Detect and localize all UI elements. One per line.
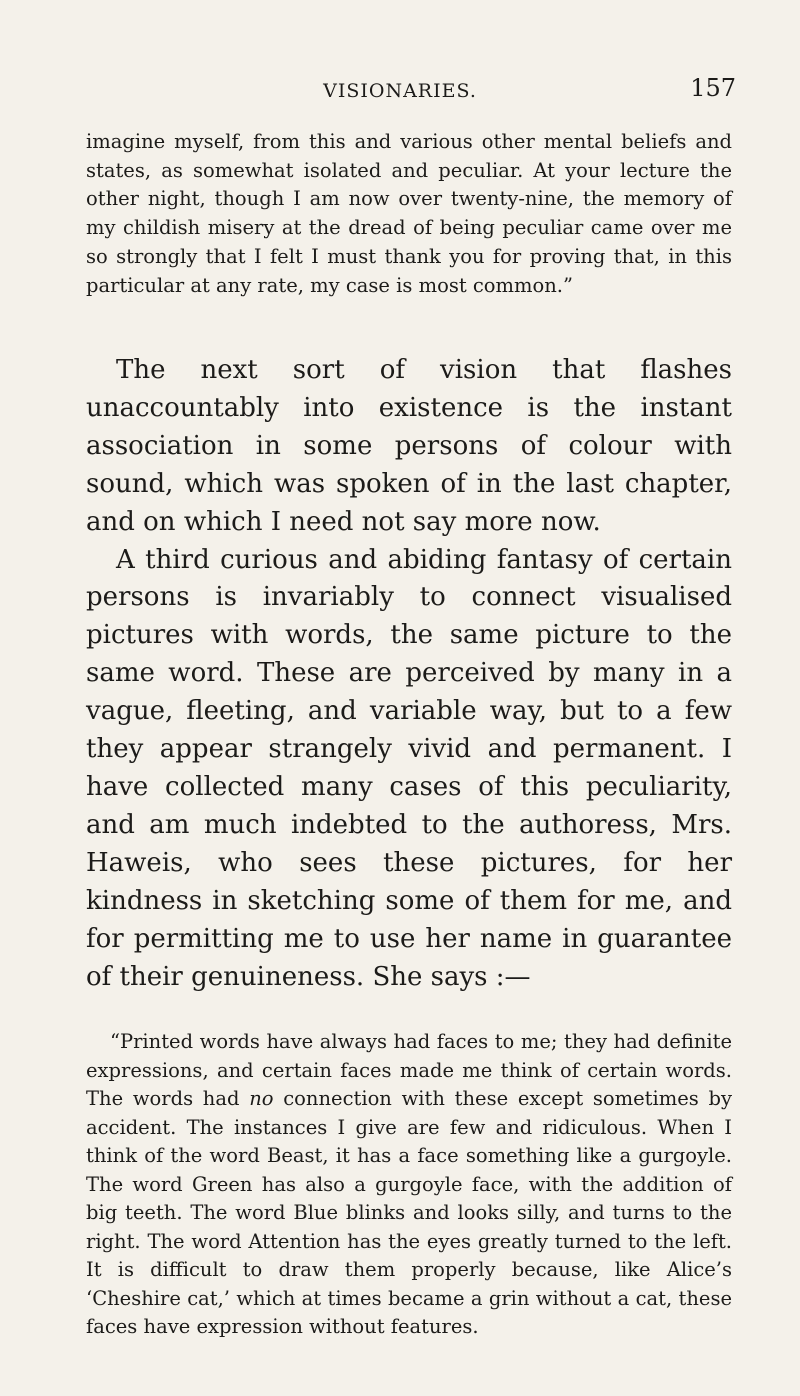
quote-text-end: connection with these except sometimes by accident. The instances I give are few and ridiculous. When I think of the word Beast, it has a face something like a gurgoyle. The word Green has also a gurgoyle face, with the addition of big teeth. The word Blue blinks and looks silly, and turns to the right. The word Attention has the eyes greatly turned to the left. It is difficult to draw them properly because, like Alice’s ‘Cheshire cat,’ which at times became a grin without a cat, these faces have expression without features.	[86, 1087, 732, 1338]
quote-text-start: “Printed words have always had faces to me; they had definite expressions, and certain faces made me think of certain words. The words had	[86, 1030, 732, 1110]
haweis-quote-block	[86, 1028, 732, 1342]
running-head: VISIONARIES.	[323, 80, 477, 102]
main-text-block	[86, 352, 732, 996]
quote-continued-block	[86, 128, 732, 300]
quote-emphasis: no	[249, 1087, 274, 1110]
haweis-quote-paragraph	[86, 1028, 732, 1342]
body-paragraph-colour-sound: The next sort of vision that flashes unaccountably into existence is the instant association in some persons of colour with sound, which was spoken of in the last chapter, and on which I need not say more now.	[86, 355, 732, 537]
body-paragraph-visualised-pictures: A third curious and abiding fantasy of certain persons is invariably to connect visualised pictures with words, the same picture to the same word. These are perceived by many in a vague, fleeting, and variable way, but to a few they appear strangely vivid and permanent. I have collected many cases of this peculiarity, and am much indebted to the authoress, Mrs. Haweis, who sees these pictures, for her kindness in sketching some of them for me, and for permitting me to use her name in guarantee of their genuineness. She says :—	[86, 544, 732, 992]
page-number: 157	[690, 74, 736, 102]
quote-continued-paragraph: imagine myself, from this and various other mental beliefs and states, as somewhat isolated and peculiar. At your lecture the other night, though I am now over twenty-nine, the memory of my childish misery at the dread of being peculiar came over me so strongly that I felt I must thank you for proving that, in this particular at any rate, my case is most common.”	[86, 130, 732, 297]
